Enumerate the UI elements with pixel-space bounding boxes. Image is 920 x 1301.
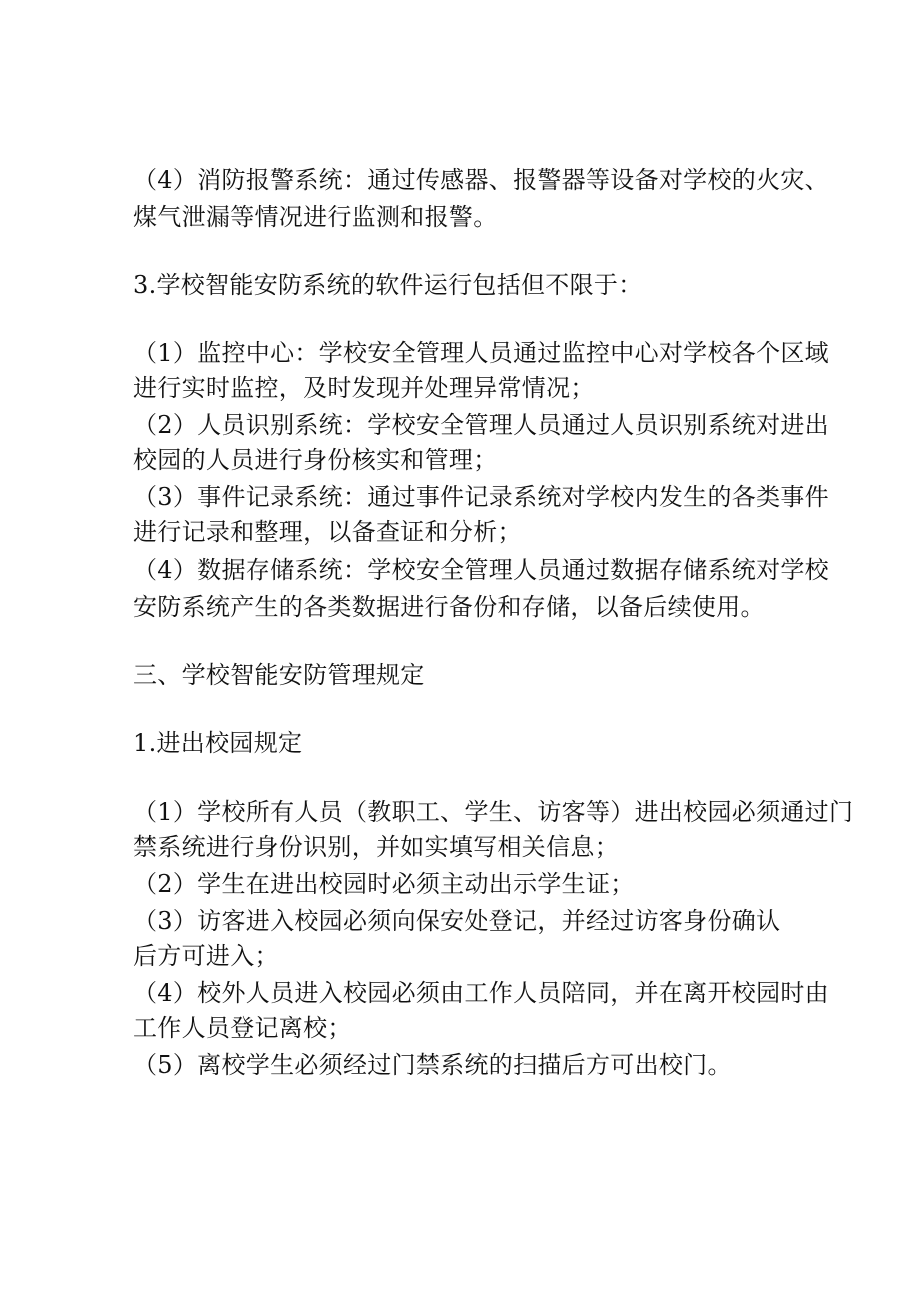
list-item-personnel-recognition-cont: 校园的人员进行身份核实和管理；	[133, 446, 498, 474]
list-item-fire-alarm-system-cont: 煤气泄漏等情况进行监测和报警。	[133, 203, 498, 231]
list-item-event-record-cont: 进行记录和整理，以备查证和分析；	[133, 518, 522, 546]
list-item-access-rule-1-cont: 禁系统进行身份识别，并如实填写相关信息；	[133, 833, 619, 861]
list-item-access-rule-5: （5）离校学生必须经过门禁系统的扫描后方可出校门。	[133, 1051, 732, 1079]
list-item-data-storage: （4）数据存储系统：学校安全管理人员通过数据存储系统对学校	[133, 556, 829, 584]
list-item-fire-alarm-system: （4）消防报警系统：通过传感器、报警器等设备对学校的火灾、	[133, 166, 829, 194]
section-heading-management: 三、学校智能安防管理规定	[133, 661, 425, 689]
list-item-access-rule-1: （1）学校所有人员（教职工、学生、访客等）进出校园必须通过门	[133, 798, 854, 826]
list-item-monitoring-center-cont: 进行实时监控，及时发现并处理异常情况；	[133, 374, 595, 402]
list-item-access-rule-3-cont: 后方可进入；	[133, 942, 279, 970]
list-item-access-rule-2: （2）学生在进出校园时必须主动出示学生证；	[133, 870, 635, 898]
list-item-personnel-recognition: （2）人员识别系统：学校安全管理人员通过人员识别系统对进出	[133, 411, 829, 439]
list-item-access-rule-4-cont: 工作人员登记离校；	[133, 1014, 352, 1042]
list-item-event-record: （3）事件记录系统：通过事件记录系统对学校内发生的各类事件	[133, 483, 829, 511]
list-item-monitoring-center: （1）监控中心：学校安全管理人员通过监控中心对学校各个区域	[133, 339, 829, 367]
list-item-access-rule-3: （3）访客进入校园必须向保安处登记，并经过访客身份确认	[133, 907, 781, 935]
list-item-data-storage-cont: 安防系统产生的各类数据进行备份和存储，以备后续使用。	[133, 593, 765, 621]
list-item-access-rule-4: （4）校外人员进入校园必须由工作人员陪同，并在离开校园时由	[133, 979, 829, 1007]
section-heading-software: 3.学校智能安防系统的软件运行包括但不限于：	[133, 271, 643, 299]
subsection-heading-campus-access: 1.进出校园规定	[133, 729, 303, 757]
